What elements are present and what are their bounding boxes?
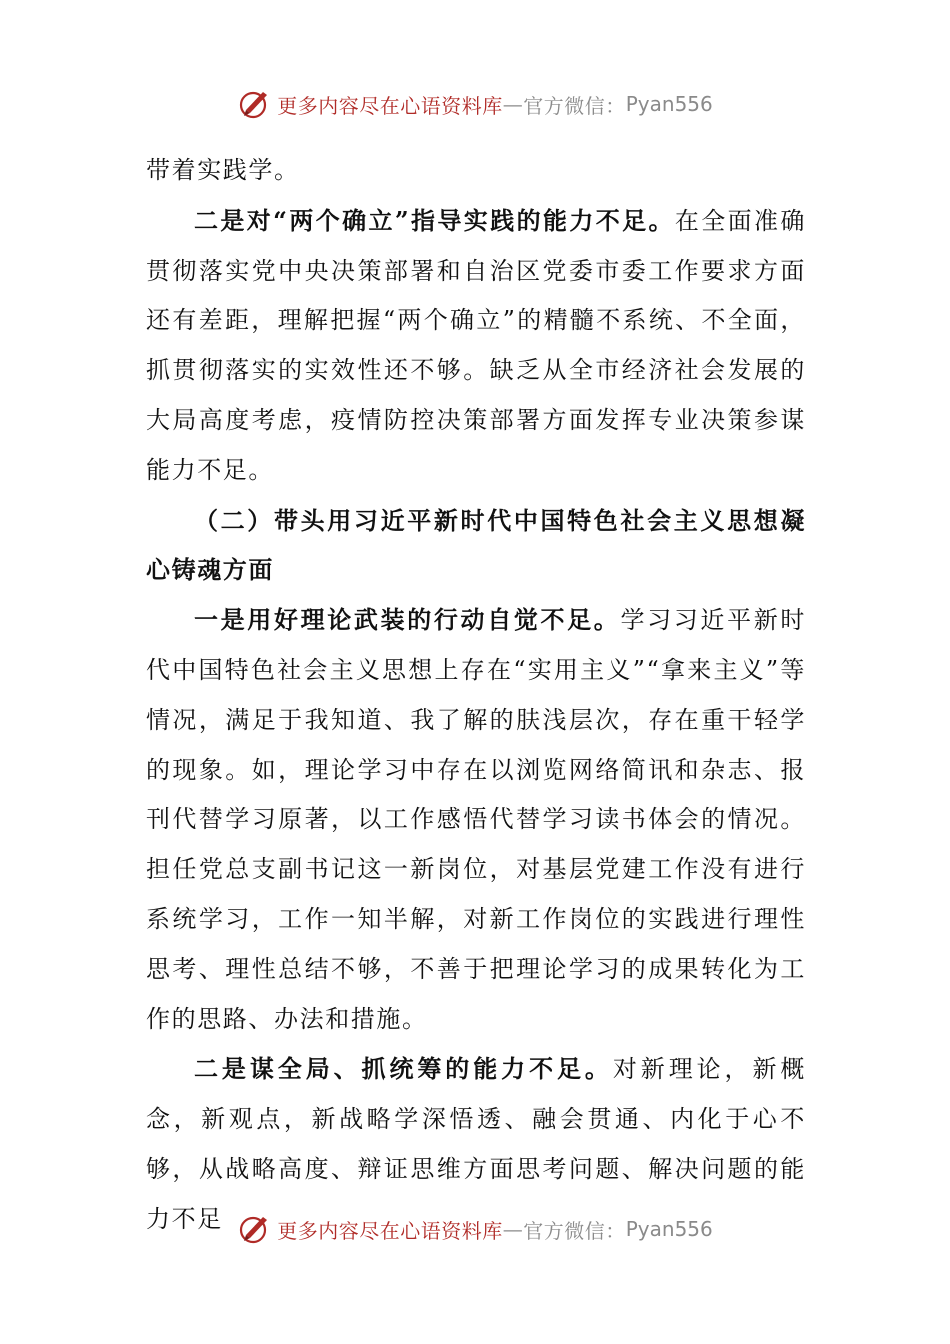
section-heading: （二）带头用习近平新时代中国特色社会主义思想凝心铸魂方面 xyxy=(146,505,806,585)
paragraph-3: 一是用好理论武装的行动自觉不足。学习习近平新时代中国特色社会主义思想上存在“实用主义”“拿来主义”等情况，满足于我知道、我了解的肤浅层次，存在重干轻学的现象。如，理论学习中存在以浏览网络简讯和杂志、报刊代替学习原著，以工作感悟代替学习读书体会的情况。担任党总支副书记这一新岗位，对基层党建工作没有进行系统学习，工作一知半解，对新工作岗位的实践进行理性思考、理性总结不够，不善于把理论学习的成果转化为工作的思路、办法和措施。 xyxy=(146,605,806,1033)
watermark-label: 官方微信： xyxy=(523,93,626,118)
watermark-wechat: Pyan556 xyxy=(625,92,713,116)
watermark-label: 官方微信： xyxy=(523,1218,626,1243)
watermark-site: 更多内容尽在心语资料库 xyxy=(277,93,503,118)
document-body xyxy=(146,146,806,1245)
footer-watermark xyxy=(0,1209,950,1249)
paragraph-4: 二是谋全局、抓统筹的能力不足。对新理论，新概念，新观点，新战略学深悟透、融会贯通、内化于心不够，从战略高度、辩证思维方面思考问题、解决问题的能力不足 xyxy=(146,1054,807,1233)
paragraph-lead: 二是谋全局、抓统筹的能力不足。 xyxy=(194,1054,613,1084)
header-watermark xyxy=(0,84,950,124)
paragraph-lead: 一是用好理论武装的行动自觉不足。 xyxy=(194,605,621,635)
watermark-dash: — xyxy=(502,92,524,116)
paragraph-lead: 二是对“两个确立”指导实践的能力不足。 xyxy=(194,205,675,235)
watermark-site: 更多内容尽在心语资料库 xyxy=(277,1218,503,1243)
watermark-wechat: Pyan556 xyxy=(625,1217,713,1241)
paragraph-2: 二是对“两个确立”指导实践的能力不足。在全面准确贯彻落实党中央决策部署和自治区党委市委工作要求方面还有差距，理解把握“两个确立”的精髓不系统、不全面，抓贯彻落实的实效性还不够。缺乏从全市经济社会发展的大局高度考虑，疫情防控决策部署方面发挥专业决策参谋能力不足。 xyxy=(146,205,807,484)
pen-circle-icon xyxy=(237,1211,273,1247)
pen-circle-icon xyxy=(237,86,273,122)
paragraph-1: 带着实践学。 xyxy=(146,156,300,184)
watermark-dash: — xyxy=(502,1217,524,1241)
